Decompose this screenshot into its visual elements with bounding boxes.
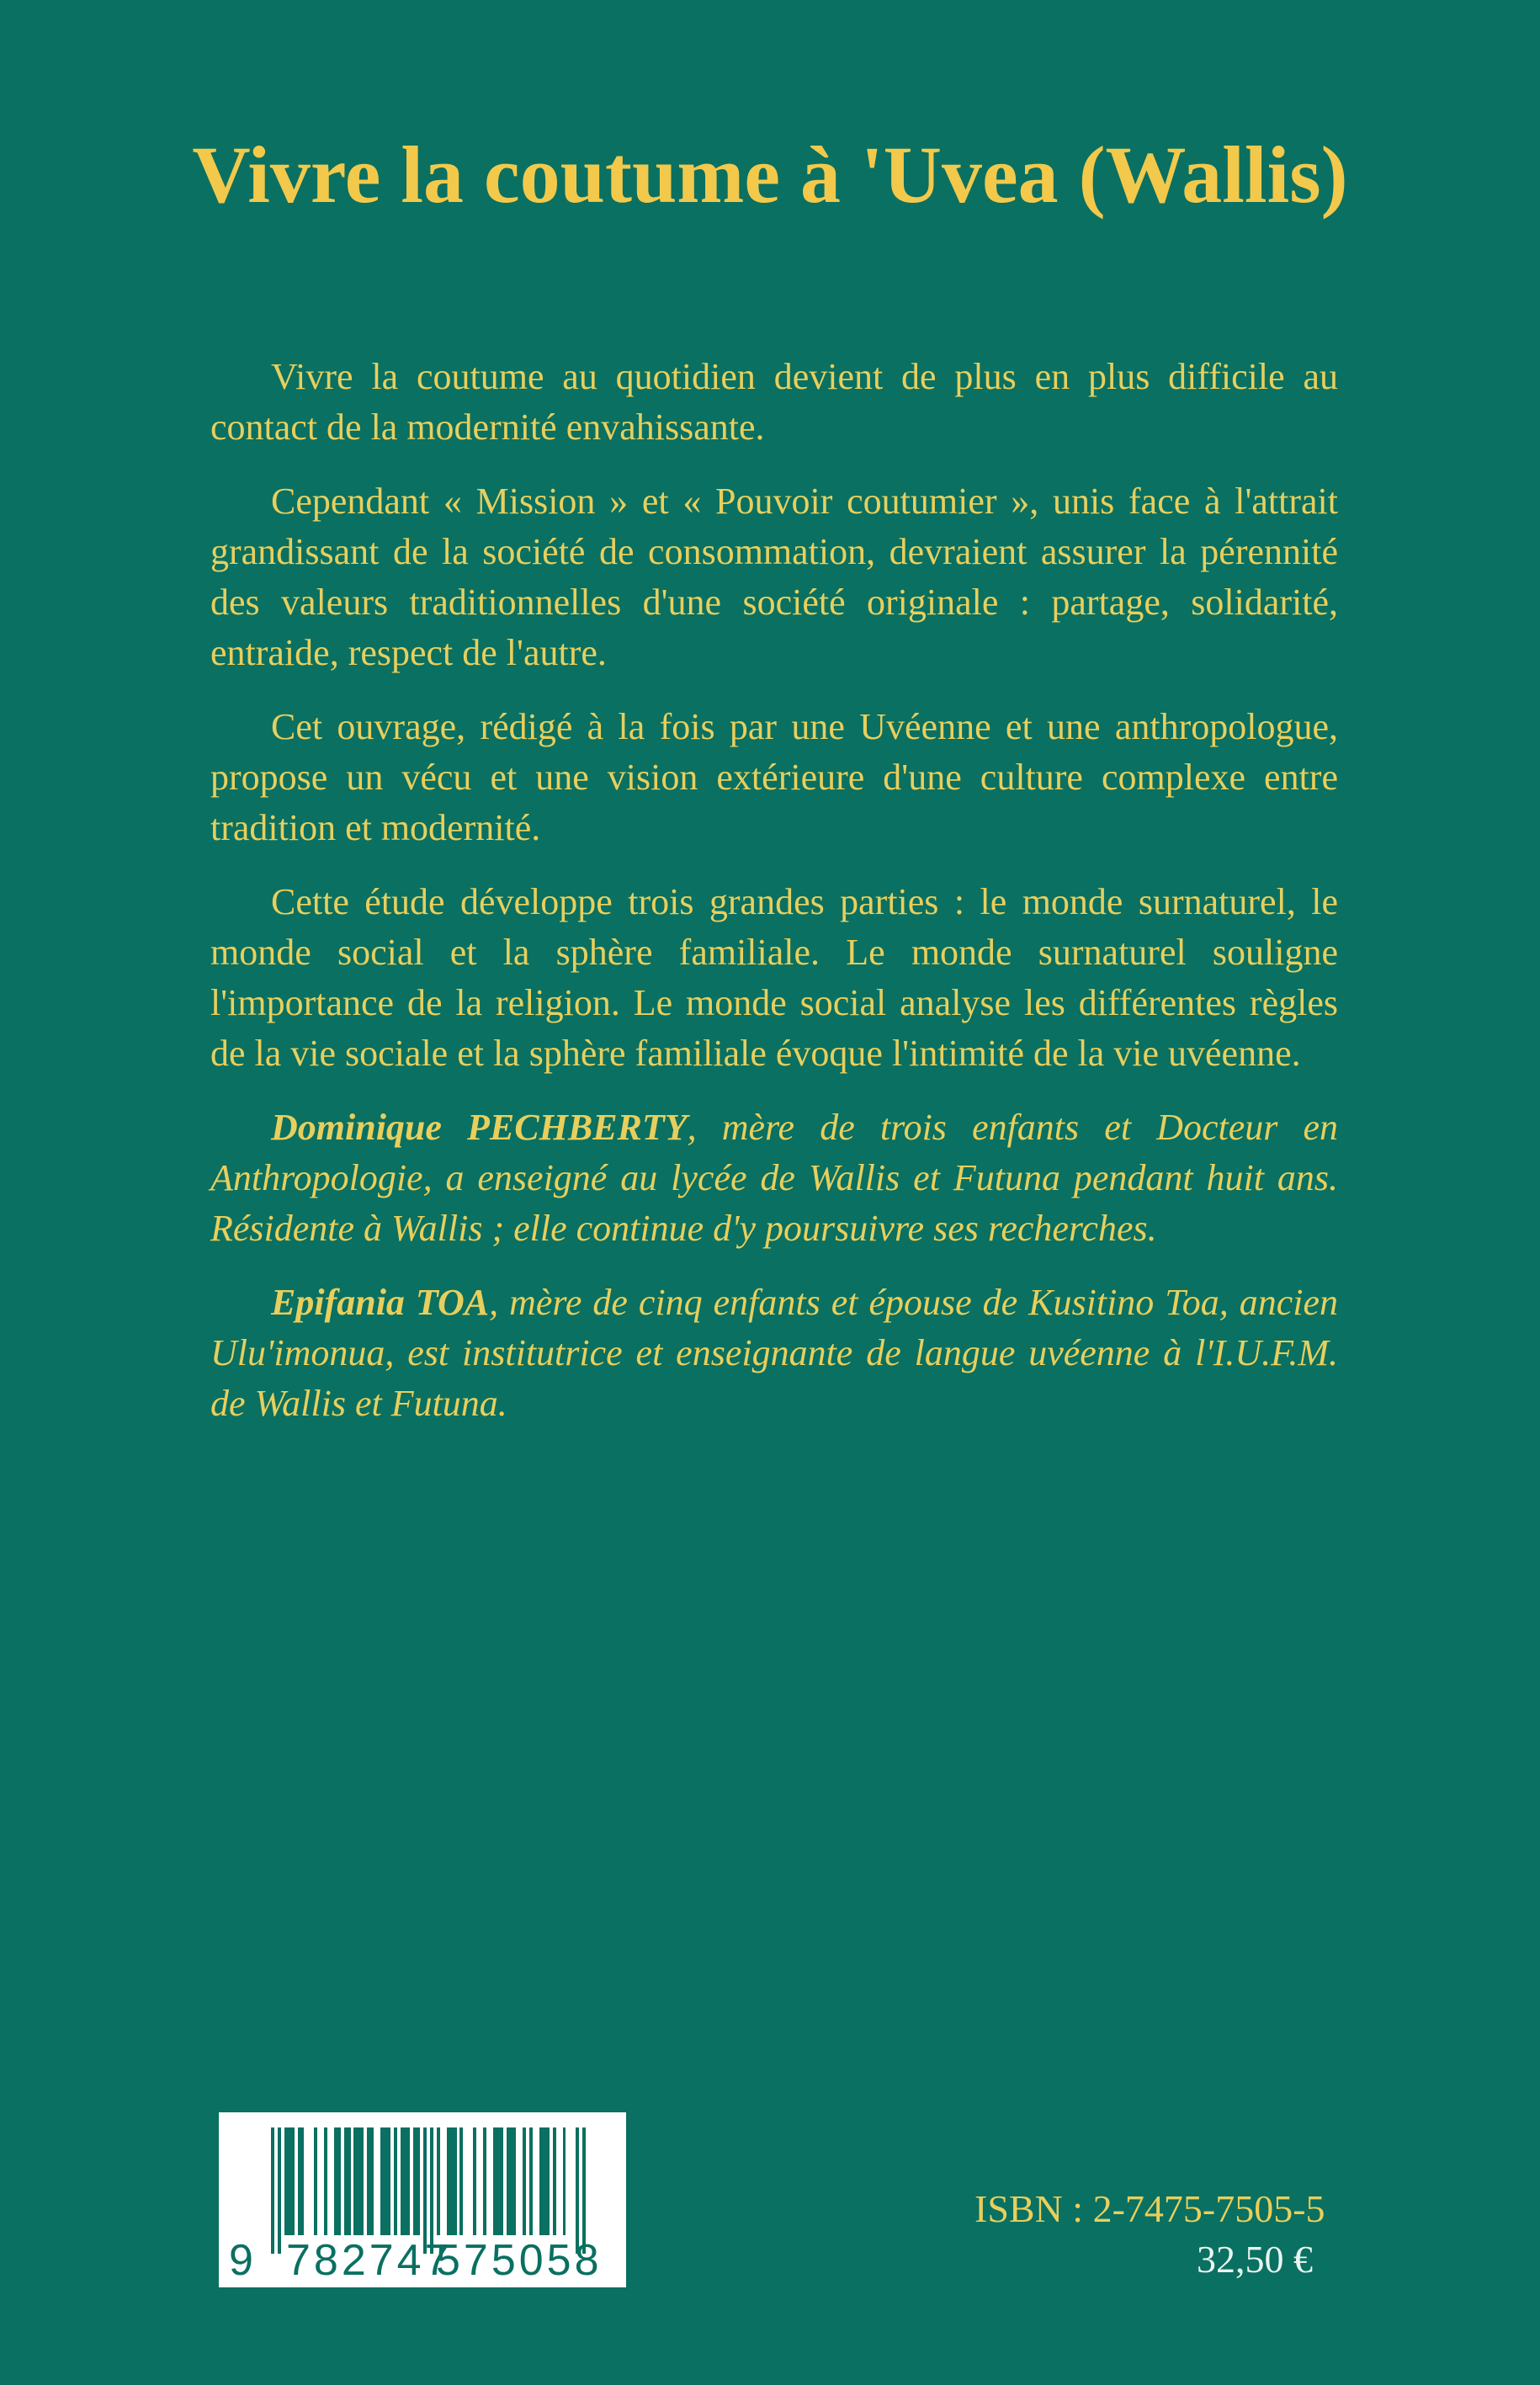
synopsis-paragraph-2: Cependant « Mission » et « Pouvoir coutumier », unis face à l'attrait grandissant de la société de consommation, devraient assurer la pérennité des valeurs traditionnelles d'une société originale : partage, solidarité, entraide, respect de l'autre. <box>210 481 1338 673</box>
barcode-module <box>582 2127 586 2254</box>
synopsis <box>210 352 1338 1453</box>
author-bio-toa <box>210 1277 1338 1429</box>
author-bio-text: , mère de trois enfants et Docteur en Anthropologie, a enseigné au lycée de Wallis et Futuna pendant huit ans. Résidente à Wallis ; elle continue d'y poursuivre ses recherches. <box>210 1107 1338 1249</box>
author-name: Dominique PECHBERTY <box>271 1107 688 1148</box>
author-bio-text: , mère de cinq enfants et épouse de Kusitino Toa, ancien Ulu'imonua, est institutrice et enseignante de langue uvéenne à l'I.U.F.M. de Wallis et Futuna. <box>210 1282 1338 1424</box>
synopsis-paragraph-4: Cette étude développe trois grandes parties : le monde surnaturel, le monde social et la sphère familiale. Le monde surnaturel souligne l'importance de la religion. Le monde social analyse les différentes règles de la vie sociale et la sphère familiale évoque l'intimité de la vie uvéenne. <box>210 881 1338 1074</box>
synopsis-paragraph-1: Vivre la coutume au quotidien devient de plus en plus difficile au contact de la modernité envahissante. <box>210 356 1338 448</box>
barcode-lead-digit: 9 <box>229 2236 253 2285</box>
barcode-panel <box>219 2112 626 2287</box>
barcode-right-digits: 575058 <box>436 2236 603 2285</box>
price-text: 32,50 € <box>1197 2238 1313 2281</box>
book-title: Vivre la coutume à 'Uvea (Wallis) <box>192 130 1348 220</box>
author-bio-pechberty <box>210 1102 1338 1254</box>
barcode-bars <box>271 2127 586 2254</box>
synopsis-paragraph-3: Cet ouvrage, rédigé à la fois par une Uvéenne et une anthropologue, propose un vécu et une vision extérieure d'une culture complexe entre tradition et modernité. <box>210 706 1338 848</box>
author-name: Epifania TOA <box>271 1282 490 1323</box>
isbn-text: ISBN : 2-7475-7505-5 <box>974 2187 1325 2230</box>
barcode-left-digits: 782747 <box>286 2236 453 2285</box>
